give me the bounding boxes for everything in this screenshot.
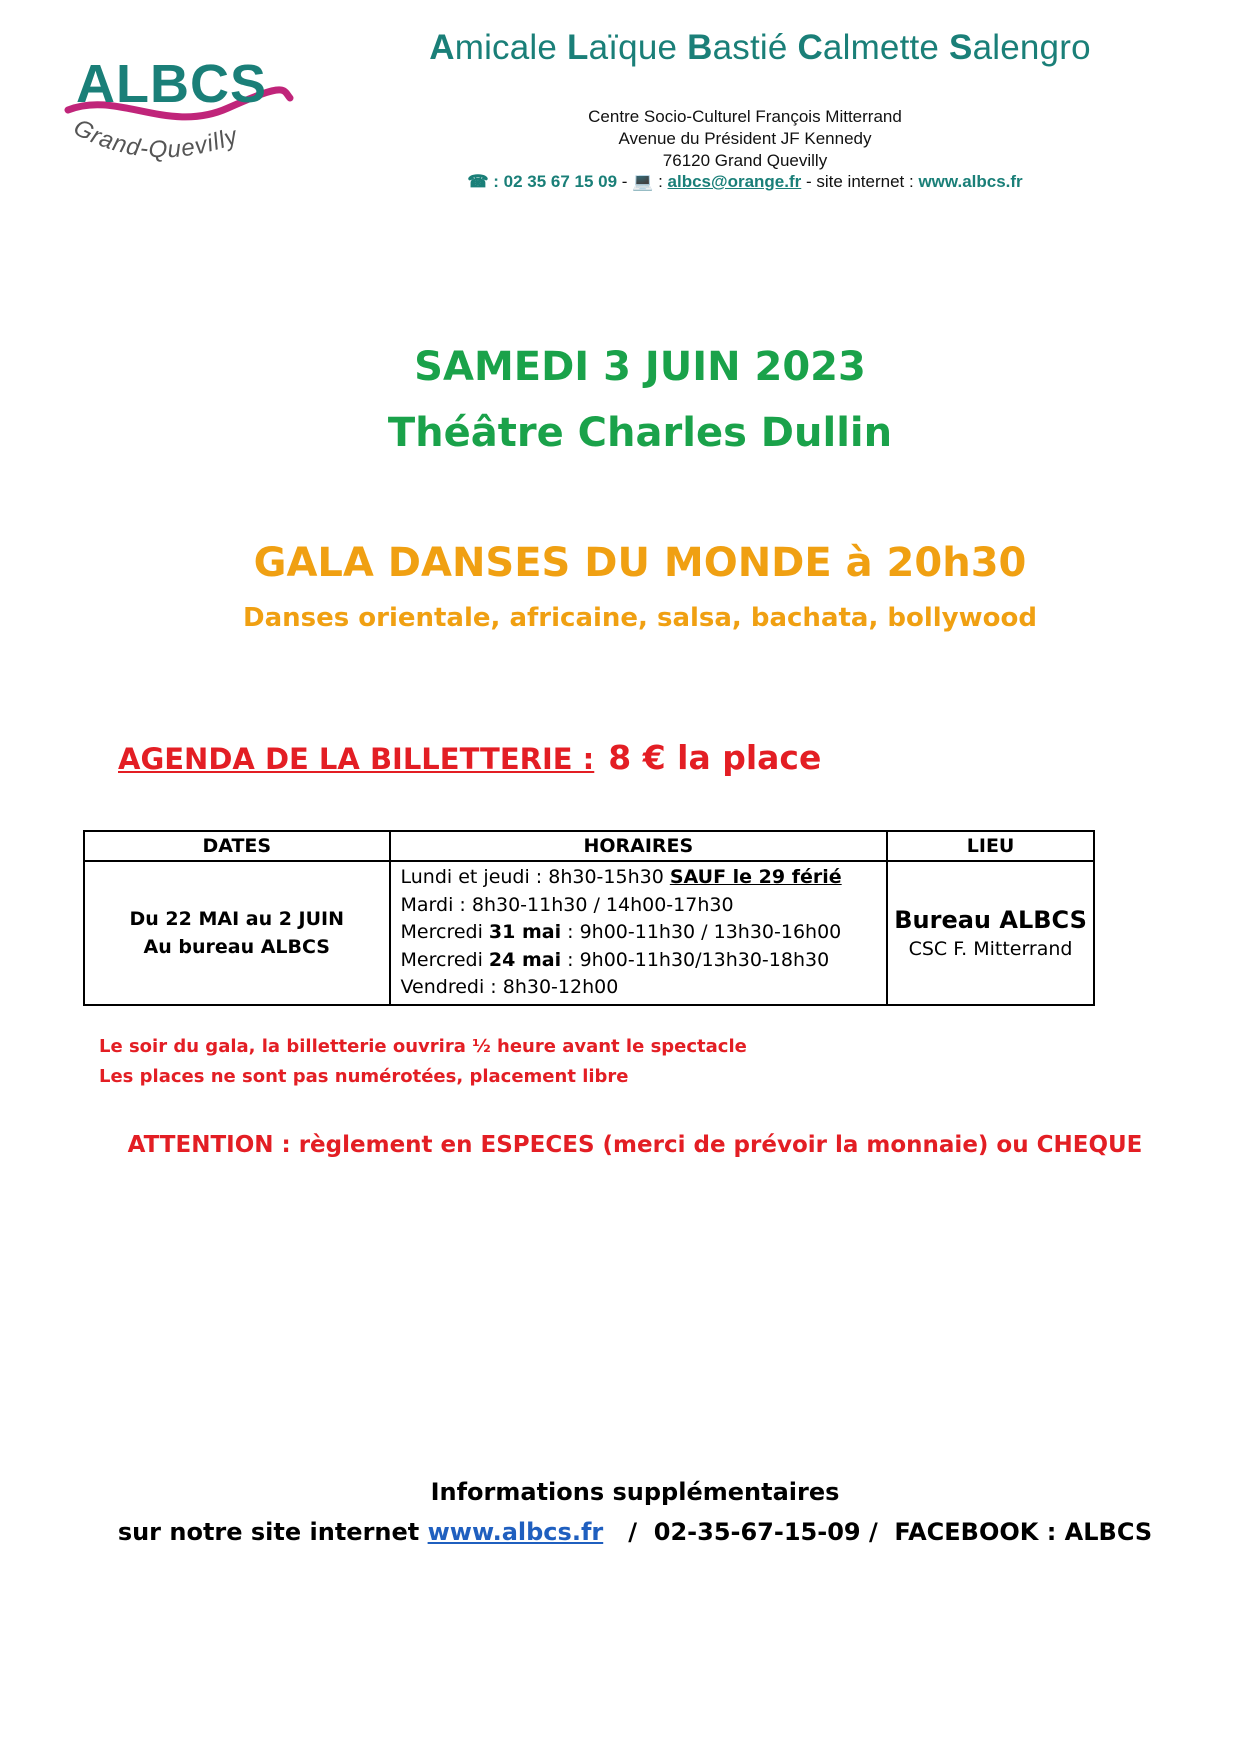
table-header-row — [84, 831, 1094, 861]
event-date: SAMEDI 3 JUIN 2023 — [414, 344, 866, 390]
hours-line: Vendredi : 8h30-12h00 — [400, 976, 619, 998]
gala-title: GALA DANSES DU MONDE à 20h30 — [253, 540, 1027, 586]
ticket-schedule-table — [83, 830, 1095, 1006]
header-hours: HORAIRES — [390, 831, 888, 861]
hours-cell — [390, 861, 888, 1005]
note-opening: Le soir du gala, la billetterie ouvrira ½ heure avant le spectacle — [99, 1036, 747, 1057]
gala-subtitle: Danses orientale, africaine, salsa, bachata, bollywood — [242, 603, 1037, 633]
place-cell — [887, 861, 1094, 1005]
place-main: Bureau ALBCS — [894, 905, 1087, 934]
albcs-logo — [58, 30, 298, 180]
footer-site-link[interactable]: www.albcs.fr — [427, 1518, 604, 1546]
note-seating: Les places ne sont pas numérotées, placement libre — [99, 1066, 629, 1087]
hours-line: Mercredi 31 mai : 9h00-11h30 / 13h30-16h00 — [400, 921, 842, 943]
ticket-price: 8 € la place — [608, 738, 822, 777]
payment-attention: ATTENTION : règlement en ESPECES (merci de prévoir la monnaie) ou CHEQUE — [127, 1132, 1143, 1158]
agenda-label: AGENDA DE LA BILLETTERIE : — [118, 742, 595, 776]
hours-line: Lundi et jeudi : 8h30-15h30 SAUF le 29 férié — [400, 866, 842, 888]
hours-line: Mercredi 24 mai : 9h00-11h30/13h30-18h30 — [400, 948, 830, 971]
svg-text:ALBCS: ALBCS — [76, 54, 267, 114]
org-name-initial: B — [687, 28, 713, 67]
separator: - — [617, 172, 633, 191]
org-name-part: alengro — [972, 28, 1091, 67]
dates-range: Du 22 MAI au 2 JUIN — [129, 907, 345, 930]
org-name-initial: S — [949, 28, 973, 67]
org-name — [330, 28, 1190, 68]
org-name-part: aïque — [588, 28, 688, 67]
header-place: LIEU — [887, 831, 1094, 861]
address-line-1: Centre Socio-Culturel François Mitterrand — [588, 107, 902, 126]
ticket-agenda — [118, 738, 821, 777]
org-name-initial: A — [429, 28, 455, 67]
info-prefix: sur notre site internet — [117, 1518, 428, 1546]
org-name-part: micale — [454, 28, 567, 67]
event-venue: Théâtre Charles Dullin — [387, 410, 893, 456]
address-line-2: Avenue du Président JF Kennedy — [618, 129, 872, 148]
info-contacts: / 02-35-67-15-09 / FACEBOOK : ALBCS — [603, 1518, 1153, 1546]
phone-icon: ☎ : — [467, 172, 504, 191]
dates-location: Au bureau ALBCS — [143, 935, 330, 958]
dates-cell — [84, 861, 390, 1005]
org-name-part: almette — [822, 28, 950, 67]
email-link[interactable]: albcs@orange.fr — [667, 172, 802, 191]
svg-text:Grand-Quevilly: Grand-Quevilly — [69, 113, 242, 164]
hours-line: Mardi : 8h30-11h30 / 14h00-17h30 — [400, 893, 734, 916]
table-row — [84, 861, 1094, 1005]
place-sub: CSC F. Mitterrand — [908, 937, 1073, 960]
contact-line — [360, 172, 1130, 192]
info-line — [0, 1518, 1240, 1546]
org-name-initial: L — [566, 28, 589, 67]
site-link[interactable]: www.albcs.fr — [918, 172, 1023, 191]
info-heading: Informations supplémentaires — [430, 1478, 840, 1506]
phone-number: 02 35 67 15 09 — [503, 172, 618, 191]
org-name-initial: C — [797, 28, 823, 67]
org-name-part: astié — [712, 28, 798, 67]
computer-icon: 💻 : — [632, 172, 668, 191]
address-line-3: 76120 Grand Quevilly — [662, 151, 828, 170]
site-label: - site internet : — [801, 172, 919, 191]
header-dates: DATES — [84, 831, 390, 861]
